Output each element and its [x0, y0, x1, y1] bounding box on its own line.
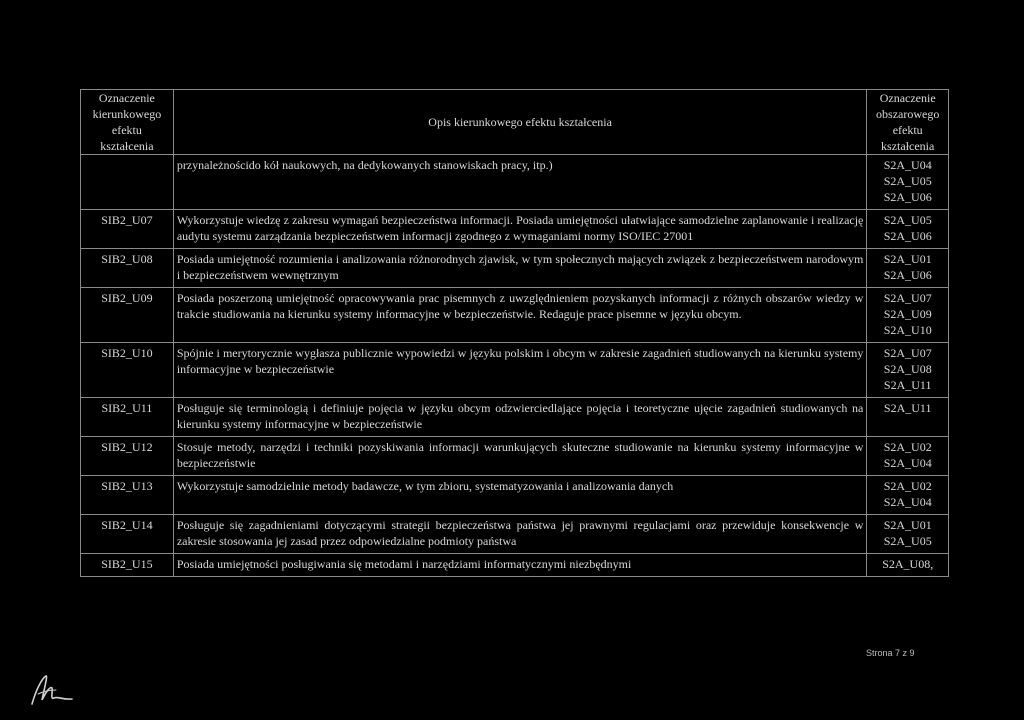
area-code: S2A_U11	[883, 401, 932, 415]
outcome-code: SIB2_U14	[81, 515, 174, 554]
outcome-description: przynależnoścido kół naukowych, na dedykowanych stanowiskach pracy, itp.)	[173, 155, 867, 210]
area-code: S2A_U06	[883, 229, 932, 243]
outcome-code: SIB2_U15	[81, 554, 174, 577]
area-codes	[867, 476, 949, 515]
table-row	[81, 343, 949, 398]
table-row	[81, 437, 949, 476]
table-row	[81, 515, 949, 554]
area-codes	[867, 288, 949, 343]
outcome-description: Wykorzystuje wiedzę z zakresu wymagań bezpieczeństwa informacji. Posiada umiejętności ułatwiające samodzielne zaplanowanie i realizację audytu systemu zarządzania bezpieczeństwem informacji zgodnego z wymaganiami normy ISO/IEC 27001	[173, 210, 867, 249]
area-code: S2A_U11	[883, 378, 932, 392]
signature-mark	[28, 670, 78, 710]
area-codes	[867, 398, 949, 437]
area-code: S2A_U07	[883, 346, 932, 360]
area-codes	[867, 210, 949, 249]
outcome-code: SIB2_U10	[81, 343, 174, 398]
outcome-description: Posiada poszerzoną umiejętność opracowywania prac pisemnych z uwzględnieniem pozyskanych informacji z różnych obszarów wiedzy w trakcie studiowania na kierunku systemy informacyjne w bezpieczeństwie. Redaguje prace pisemne w języku obcym.	[173, 288, 867, 343]
area-code: S2A_U06	[883, 268, 932, 282]
area-codes	[867, 343, 949, 398]
outcome-code: SIB2_U13	[81, 476, 174, 515]
area-code: S2A_U04	[883, 495, 932, 509]
area-code: S2A_U02	[883, 440, 932, 454]
header-code-line: efektu	[111, 123, 142, 137]
area-codes	[867, 249, 949, 288]
outcome-description: Posługuje się zagadnieniami dotyczącymi strategii bezpieczeństwa państwa jej prawnymi regulacjami oraz przewiduje konsekwencje w zakresie stosowania jej zasad przez odpowiedzialne podmioty państwa	[173, 515, 867, 554]
table-row	[81, 155, 949, 210]
area-code: S2A_U04	[883, 158, 932, 172]
area-code: S2A_U01	[883, 252, 932, 266]
area-code: S2A_U10	[883, 323, 932, 337]
outcome-description: Wykorzystuje samodzielnie metody badawcze, w tym zbioru, systematyzowania i analizowania danych	[173, 476, 867, 515]
header-code-line: Oznaczenie	[98, 91, 155, 105]
page-number: Strona 7 z 9	[866, 648, 915, 658]
outcome-description: Posługuje się terminologią i definiuje pojęcia w języku obcym odzwierciedlające pojęcia i teoretyczne ujęcie zagadnień studiowanych na kierunku systemy informacyjne w bezpieczeństwie	[173, 398, 867, 437]
outcome-code: SIB2_U12	[81, 437, 174, 476]
outcome-description: Posiada umiejętności posługiwania się metodami i narzędziami informatycznymi niezbędnymi	[173, 554, 867, 577]
outcome-code: SIB2_U08	[81, 249, 174, 288]
table-header-row	[81, 90, 949, 155]
header-description-column: Opis kierunkowego efektu kształcenia	[173, 90, 867, 155]
outcome-description: Spójnie i merytorycznie wygłasza publicznie wypowiedzi w języku polskim i obcym w zakresie zagadnień studiowanych na kierunku systemy informacyjne w bezpieczeństwie	[173, 343, 867, 398]
area-codes	[867, 515, 949, 554]
header-area-column	[867, 90, 949, 155]
area-code: S2A_U02	[883, 479, 932, 493]
table-row	[81, 288, 949, 343]
header-code-line: kierunkowego	[92, 107, 162, 121]
learning-outcomes-table	[80, 89, 949, 577]
header-code-line: kształcenia	[100, 139, 154, 153]
header-code-column	[81, 90, 174, 155]
outcome-code: SIB2_U11	[81, 398, 174, 437]
area-code: S2A_U08	[883, 362, 932, 376]
area-codes	[867, 554, 949, 577]
area-code: S2A_U05	[883, 174, 932, 188]
area-codes	[867, 437, 949, 476]
area-code: S2A_U08,	[882, 557, 934, 571]
table-row	[81, 210, 949, 249]
area-code: S2A_U05	[883, 534, 932, 548]
area-code: S2A_U07	[883, 291, 932, 305]
area-codes	[867, 155, 949, 210]
outcome-code	[81, 155, 174, 210]
outcome-description: Stosuje metody, narzędzi i techniki pozyskiwania informacji warunkujących skuteczne studiowanie na kierunku systemy informacyjne w bezpieczeństwie	[173, 437, 867, 476]
header-area-line: Oznaczenie	[879, 91, 936, 105]
outcome-description: Posiada umiejętność rozumienia i analizowania różnorodnych zjawisk, w tym społecznych mających związek z bezpieczeństwem narodowym i bezpieczeństwem wewnętrznym	[173, 249, 867, 288]
outcome-code: SIB2_U09	[81, 288, 174, 343]
table-row	[81, 249, 949, 288]
area-code: S2A_U06	[883, 190, 932, 204]
area-code: S2A_U05	[883, 213, 932, 227]
table-row	[81, 476, 949, 515]
area-code: S2A_U09	[883, 307, 932, 321]
area-code: S2A_U01	[883, 518, 932, 532]
header-area-line: obszarowego	[876, 107, 940, 121]
header-area-line: kształcenia	[881, 139, 935, 153]
outcome-code: SIB2_U07	[81, 210, 174, 249]
area-code: S2A_U04	[883, 456, 932, 470]
table-body	[81, 155, 949, 577]
header-area-line: efektu	[892, 123, 923, 137]
table-row	[81, 398, 949, 437]
table-row	[81, 554, 949, 577]
